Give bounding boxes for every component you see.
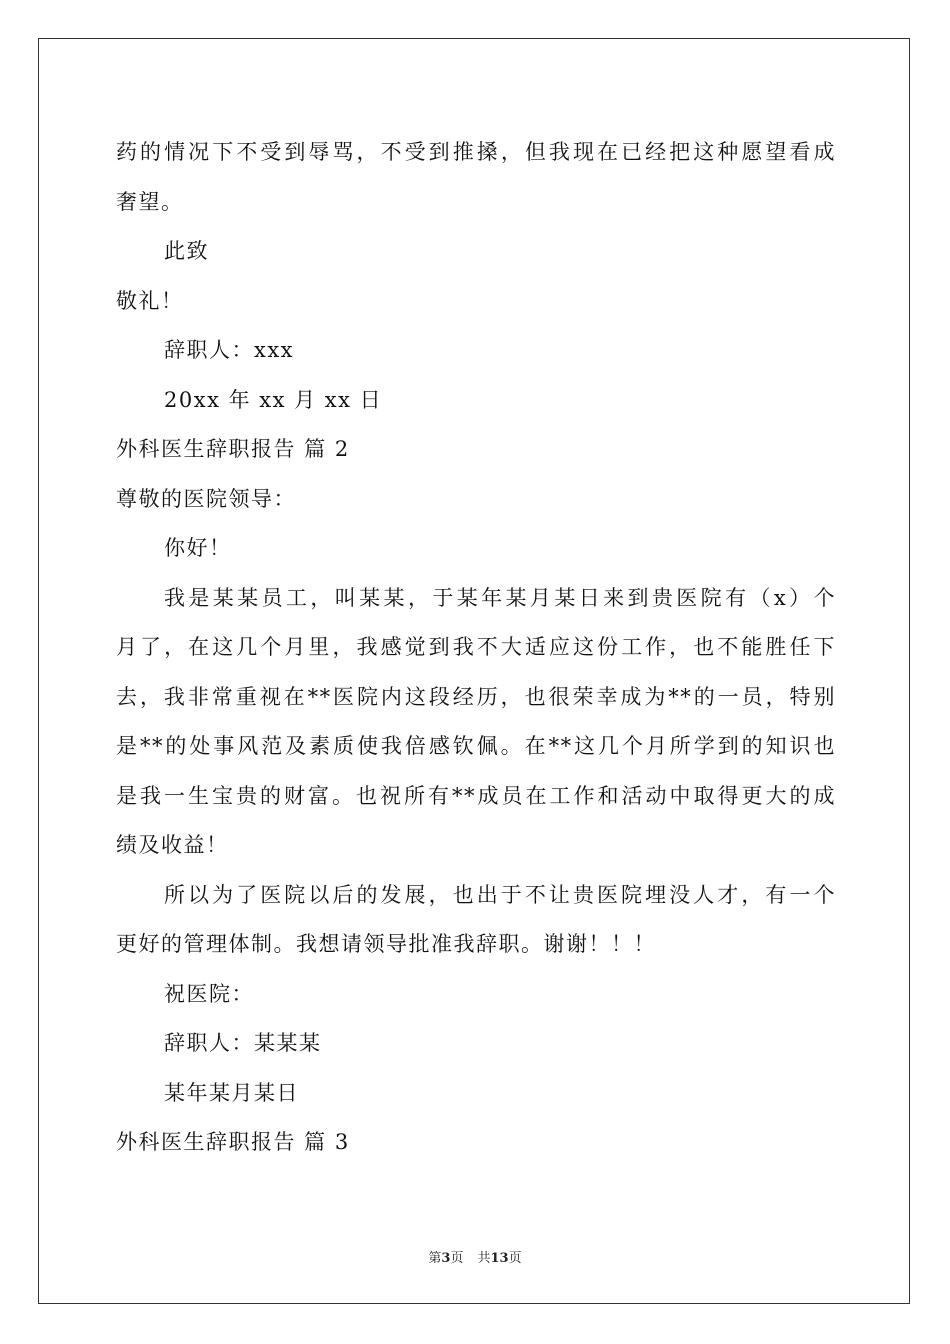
- text-line: 去，我非常重视在**医院内这段经历，也很荣幸成为**的一员，特别: [116, 684, 836, 709]
- document-body: [116, 128, 836, 1168]
- text-line: 月了，在这几个月里，我感觉到我不大适应这份工作，也不能胜任下: [116, 635, 836, 659]
- section-heading: 外科医生辞职报告 篇 2: [116, 437, 350, 461]
- signature-date: 某年某月某日: [164, 1080, 299, 1105]
- page-unit: 页: [450, 1251, 464, 1266]
- text-line: 绩及收益！: [116, 833, 229, 857]
- signature-date: 20xx 年 xx 月 xx 日: [164, 387, 383, 412]
- page-footer: [0, 1247, 950, 1266]
- text-line: 药的情况下不受到辱骂，不受到推搡，但我现在已经把这种愿望看成: [116, 140, 836, 164]
- section-heading: 外科医生辞职报告 篇 3: [116, 1130, 350, 1154]
- signature-name: 辞职人：某某某: [164, 1031, 322, 1055]
- page-prefix: 第: [428, 1251, 442, 1266]
- letter-greeting: 尊敬的医院领导：: [116, 486, 296, 511]
- total-unit: 页: [508, 1251, 522, 1266]
- page-total: 13: [490, 1251, 509, 1266]
- text-line: 更好的管理体制。我想请领导批准我辞职。谢谢！！！: [116, 932, 656, 956]
- closing-salutation: 此致: [164, 239, 209, 263]
- letter-hello: 你好！: [164, 536, 232, 560]
- total-prefix: 共: [477, 1251, 491, 1266]
- signature-name: 辞职人：xxx: [164, 338, 295, 362]
- text-line: 我是某某员工，叫某某，于某年某月某日来到贵医院有（x）个: [164, 585, 836, 610]
- text-line: 奢望。: [116, 189, 184, 214]
- closing-wish: 祝医院：: [164, 981, 254, 1006]
- text-line: 所以为了医院以后的发展，也出于不让贵医院埋没人才，有一个: [164, 882, 836, 907]
- text-line: 是我一生宝贵的财富。也祝所有**成员在工作和活动中取得更大的成: [116, 783, 836, 808]
- page-current: 3: [441, 1251, 451, 1266]
- closing-respect: 敬礼！: [116, 288, 184, 313]
- text-line: 是**的处事风范及素质使我倍感钦佩。在**这几个月所学到的知识也: [116, 734, 836, 758]
